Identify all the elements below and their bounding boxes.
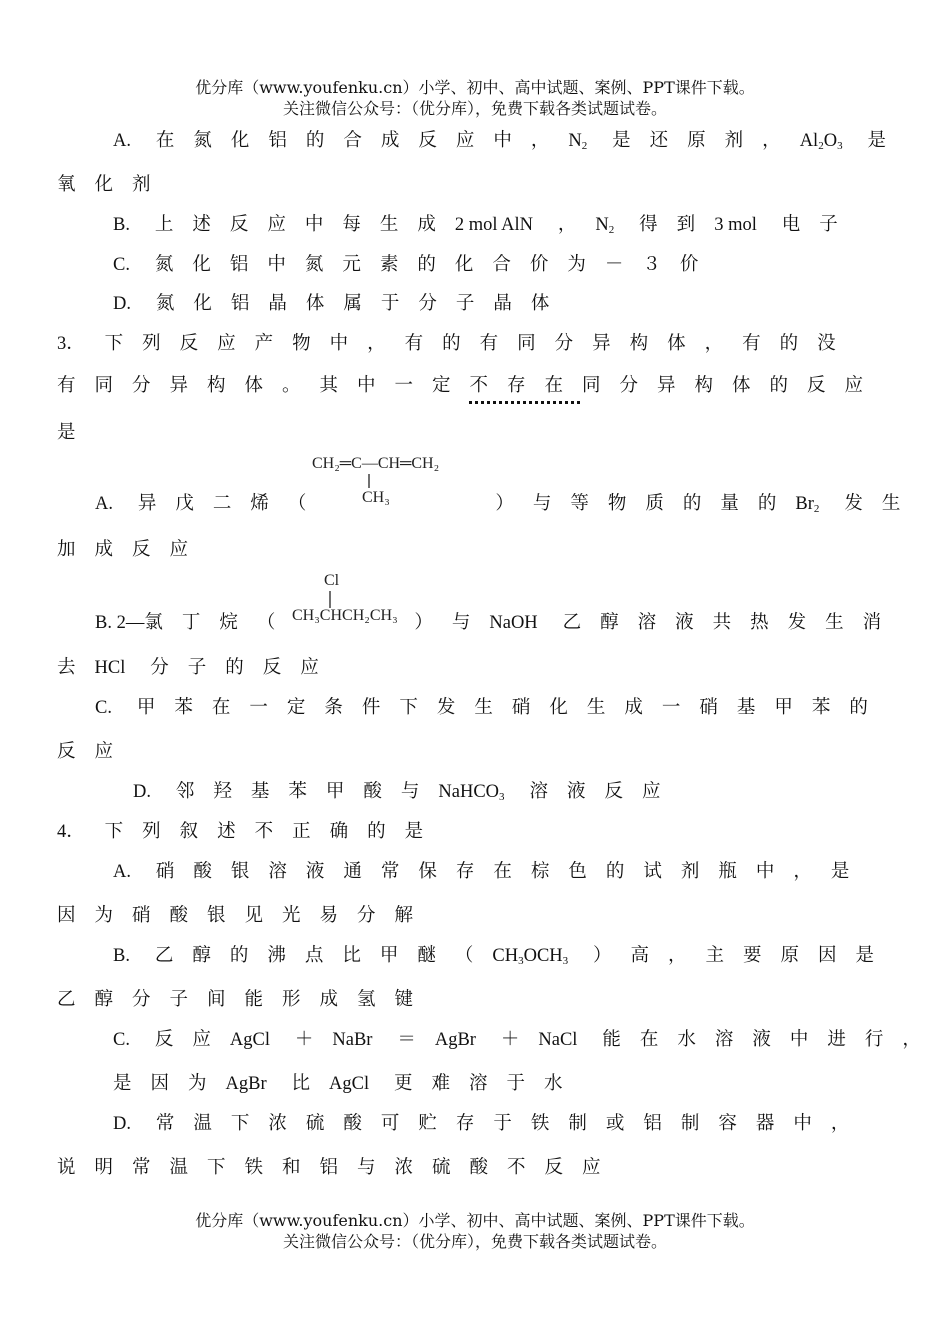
q3-stem-line1: 3． 下列反应产物中，有的有同分异构体，有的没 — [57, 333, 855, 354]
q3-option-a-cont: 加成反应 — [57, 539, 208, 560]
q3-stem-line3: 是 — [57, 422, 76, 443]
q2-option-c: C. 氮化铝中氮元素的化合价为－３价 — [113, 254, 718, 275]
q4-option-c: C. 反应AgCl ＋NaBr ＝AgBr ＋NaCl 能在水溶液中进行， — [113, 1029, 940, 1050]
q3-stem-line2: 有同分异构体。其中一定不存在同分异构体的反应 — [57, 375, 883, 396]
q3-option-b: B. 2—氯丁烷（ ）与NaOH 乙醇溶液共热发生消 — [95, 612, 901, 633]
q4-option-a-cont: 因为硝酸银见光易分解 — [57, 905, 433, 926]
emphasis-dotted: 不存在 — [469, 375, 583, 396]
page-footer-line1: 优分库（www.youfenku.cn）小学、初中、高中试题、案例、PPT课件下载。 — [195, 1211, 755, 1230]
page-header-line2: 关注微信公众号：（优分库），免费下载各类试题试卷。 — [282, 99, 667, 118]
q3-option-d: D. 邻羟基苯甲酸与NaHCO$_3$ 溶液反应 — [133, 781, 680, 803]
q2-option-d: D. 氮化铝晶体属于分子晶体 — [113, 293, 569, 314]
q4-option-b-cont: 乙醇分子间能形成氢键 — [57, 989, 433, 1010]
q4-option-d: D. 常温下浓硫酸可贮存于铁制或铝制容器中， — [113, 1113, 869, 1134]
q4-option-d-cont: 说明常温下铁和铝与浓硫酸不反应 — [57, 1157, 620, 1178]
q4-stem: 4． 下列叙述不正确的是 — [57, 821, 443, 842]
page-footer-line2: 关注微信公众号：（优分库），免费下载各类试题试卷。 — [282, 1232, 667, 1251]
page-header-line1: 优分库（www.youfenku.cn）小学、初中、高中试题、案例、PPT课件下载。 — [195, 78, 755, 97]
q4-option-c-cont: 是因为AgBr 比AgCl 更难溶于水 — [113, 1073, 582, 1094]
chlorobutane-chain: CH₃CHCH₂CH₃ — [292, 607, 398, 624]
q3-option-c: C. 甲苯在一定条件下发生硝化生成一硝基甲苯的 — [95, 697, 887, 718]
q2-option-a: A. 在氮化铝的合成反应中，$N_2$ 是还原剂，$Al_2O_3$ 是 — [113, 130, 905, 152]
q2-option-b: B. 上述反应中每生成2 mol AlN ，$N_2$ 得到3 mol 电子 — [113, 214, 857, 236]
q4-option-a: A. 硝酸银溶液通常保存在棕色的试剂瓶中，是 — [113, 861, 869, 882]
q4-option-b: B. 乙醇的沸点比甲醚（$CH_3OCH_3$ ）高，主要原因是 — [113, 945, 894, 967]
q3-option-b-cont: 去HCl 分子的反应 — [57, 657, 338, 678]
isoprene-main-chain: CH₂═C—CH═CH₂ — [312, 455, 440, 472]
q2-option-a-cont: 氧化剂 — [57, 174, 170, 195]
q3-option-c-cont: 反应 — [57, 741, 133, 762]
chlorine-atom: Cl — [324, 572, 340, 589]
q3-option-a: A. 异戊二烯（ ）与等物质的量的$Br_2$ 发生 — [95, 493, 920, 515]
isoprene-methyl: CH₃ — [362, 489, 390, 506]
